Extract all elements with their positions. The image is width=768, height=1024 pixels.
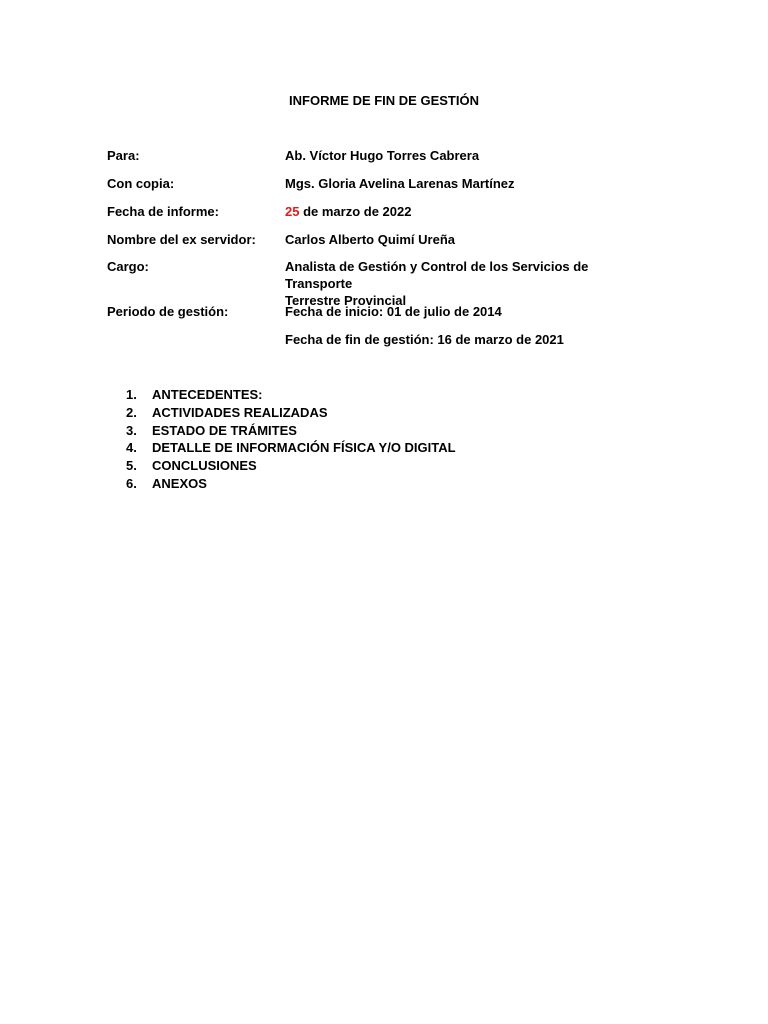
section-number: 5.	[126, 458, 137, 474]
report-date-rest: de marzo de 2022	[299, 204, 412, 219]
section-label: DETALLE DE INFORMACIÓN FÍSICA Y/O DIGITAL	[152, 440, 456, 456]
section-number: 1.	[126, 387, 137, 402]
field-periodo-inicio: Fecha de inicio: 01 de julio de 2014	[285, 304, 502, 319]
section-number: 3.	[126, 422, 137, 438]
field-periodo-fin: Fecha de fin de gestión: 16 de marzo de 2021	[285, 332, 564, 347]
section-label: ACTIVIDADES REALIZADAS	[152, 404, 328, 420]
field-cargo-value-line2: Terrestre Provincial	[285, 293, 407, 308]
section-label: ANEXOS	[152, 475, 207, 491]
list-item	[126, 422, 456, 440]
section-number: 2.	[126, 404, 137, 420]
field-cargo-label: Cargo:	[107, 259, 149, 274]
field-ex-servidor-label: Nombre del ex servidor:	[107, 232, 256, 247]
field-ex-servidor-value: Carlos Alberto Quimí Ureña	[285, 232, 455, 247]
document-title: INFORME DE FIN DE GESTIÓN	[289, 93, 479, 108]
section-list	[126, 386, 456, 493]
field-fecha-informe-value	[285, 203, 655, 220]
field-para-label: Para:	[107, 148, 140, 163]
list-item	[126, 404, 456, 422]
list-item	[126, 457, 456, 475]
field-para-value: Ab. Víctor Hugo Torres Cabrera	[285, 148, 480, 163]
list-item	[126, 439, 456, 457]
report-day-highlight: 25	[285, 204, 300, 219]
section-label: CONCLUSIONES	[152, 458, 257, 474]
field-cargo-value-line1: Analista de Gestión y Control de los Servicios de Transporte	[285, 259, 589, 291]
field-cargo-value	[285, 258, 655, 309]
section-label: ANTECEDENTES:	[152, 387, 263, 402]
list-item	[126, 386, 456, 404]
field-con-copia-label: Con copia:	[107, 176, 175, 191]
field-con-copia-value: Mgs. Gloria Avelina Larenas Martínez	[285, 176, 515, 191]
list-item	[126, 475, 456, 493]
field-periodo-label: Periodo de gestión:	[107, 304, 229, 319]
section-number: 6.	[126, 475, 137, 491]
field-fecha-informe-label: Fecha de informe:	[107, 204, 219, 219]
section-number: 4.	[126, 440, 137, 456]
section-label: ESTADO DE TRÁMITES	[152, 422, 297, 438]
